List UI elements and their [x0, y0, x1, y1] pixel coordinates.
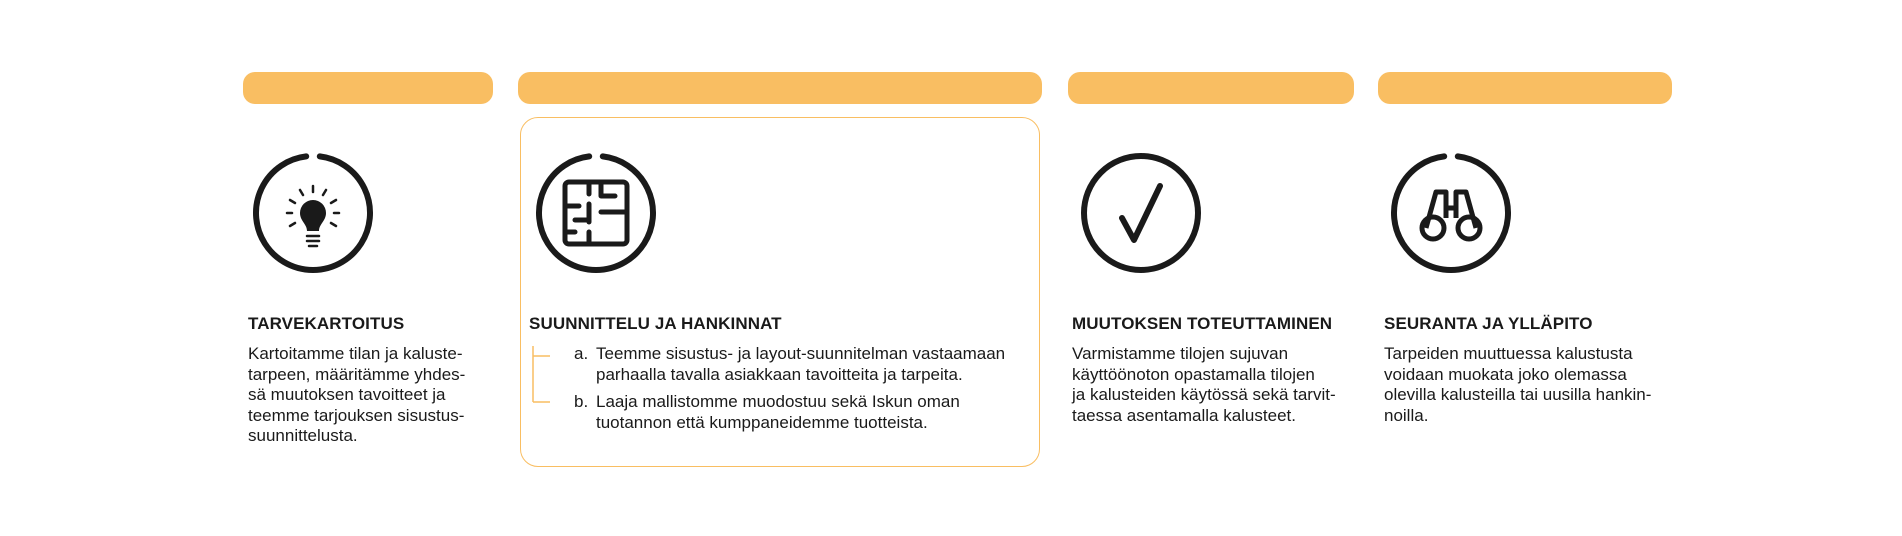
- step-title: SUUNNITTELU JA HANKINNAT: [529, 314, 782, 333]
- list-item: [528, 344, 1038, 385]
- step-1-header-bar: [243, 72, 493, 104]
- floor-plan-icon: [535, 152, 657, 274]
- list-item-text: Laaja mallistomme muodostuu sekä Iskun oman tuotannon että kumppaneidemme tuotteista.: [596, 392, 960, 432]
- lightbulb-icon: [252, 152, 374, 274]
- step-2-header-bar: [518, 72, 1042, 104]
- binoculars-icon: [1390, 152, 1512, 274]
- list-item: [528, 392, 1038, 433]
- checkmark-icon: [1080, 152, 1202, 274]
- step-4-header-bar: [1378, 72, 1672, 104]
- step-description: Varmistamme tilojen sujuvan käyttöönoton opastamalla tilojen ja kalusteiden käytössä sekä tarvit- taessa asentamalla kalusteet.: [1072, 344, 1336, 425]
- list-item-text: Teemme sisustus- ja layout-suunnitelman vastaamaan parhaalla tavalla asiakkaan tavoitteita ja tarpeita.: [596, 344, 1006, 384]
- list-marker: b.: [574, 392, 589, 411]
- step-2-list: [528, 344, 1038, 440]
- step-3-header-bar: [1068, 72, 1354, 104]
- list-marker: a.: [574, 344, 589, 363]
- step-description: Tarpeiden muuttuessa kalustusta voidaan muokata joko olemassa olevilla kalusteilla tai uusilla hankin- noilla.: [1384, 344, 1652, 425]
- step-title: SEURANTA JA YLLÄPITO: [1384, 314, 1593, 333]
- step-description: Kartoitamme tilan ja kaluste- tarpeen, määritämme yhdes- sä muutoksen tavoitteet ja teemme tarjouksen sisustus- suunnittelusta.: [248, 344, 466, 445]
- step-title: MUUTOKSEN TOTEUTTAMINEN: [1072, 314, 1333, 333]
- step-title: TARVEKARTOITUS: [248, 314, 405, 333]
